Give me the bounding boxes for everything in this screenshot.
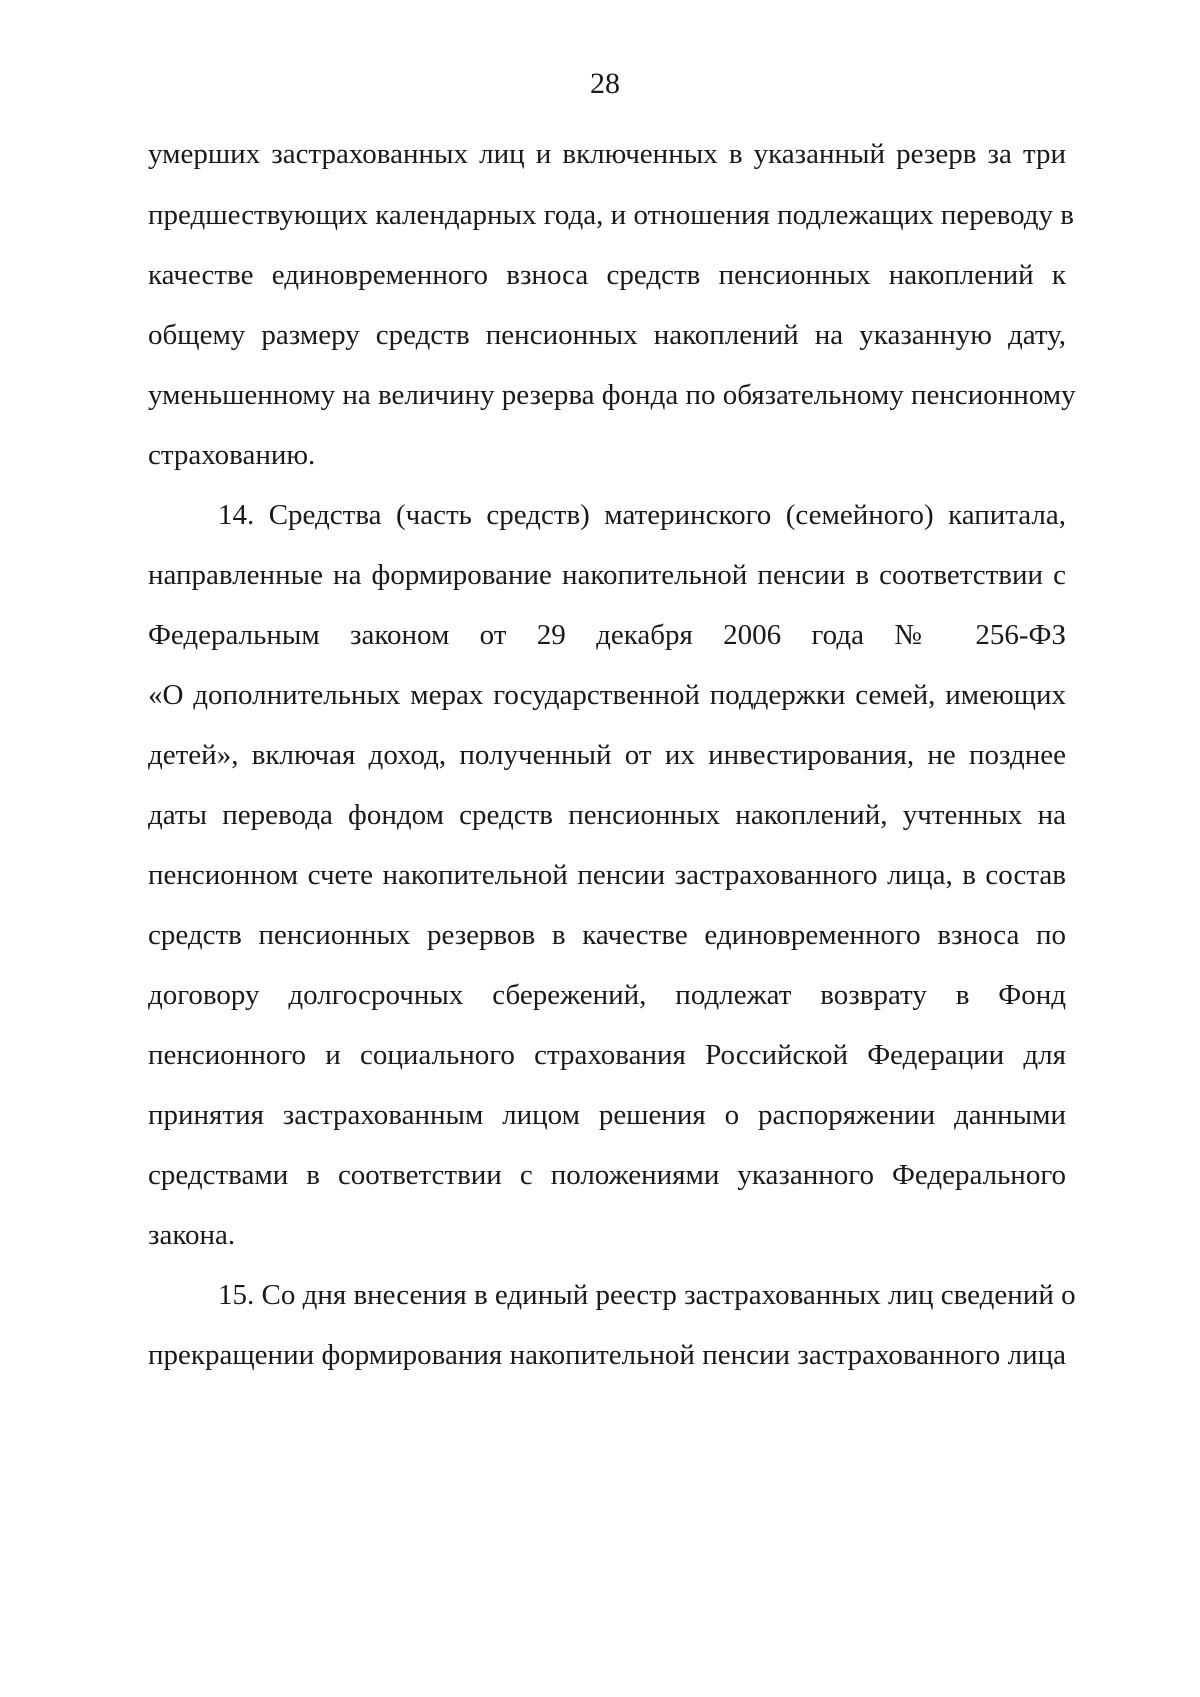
text-line: детей», включая доход, полученный от их инвестирования, не позднее (148, 739, 1066, 771)
text-line: пенсионного и социального страхования Российской Федерации для (148, 1039, 1066, 1071)
text-line: закона. (148, 1219, 236, 1251)
paragraph-15-first-line: 15. Со дня внесения в единый реестр застрахованных лиц сведений о (218, 1279, 1076, 1311)
text-line: средств пенсионных резервов в качестве единовременного взноса по (148, 919, 1066, 951)
text-line: принятия застрахованным лицом решения о распоряжении данными (148, 1099, 1066, 1131)
text-line: Федеральным законом от 29 декабря 2006 года № 256-ФЗ (148, 619, 1066, 651)
text-line: уменьшенному на величину резерва фонда по обязательному пенсионному (148, 379, 1076, 411)
page-number: 28 (590, 67, 620, 100)
text-line: прекращении формирования накопительной пенсии застрахованного лица (148, 1339, 1066, 1371)
text-line: направленные на формирование накопительной пенсии в соответствии с (148, 559, 1066, 591)
text-line: общему размеру средств пенсионных накоплений на указанную дату, (148, 319, 1066, 351)
text-line: умерших застрахованных лиц и включенных в указанный резерв за три (148, 138, 1066, 170)
text-line: средствами в соответствии с положениями указанного Федерального (148, 1159, 1066, 1191)
text-line: качестве единовременного взноса средств пенсионных накоплений к (148, 259, 1066, 291)
text-line: договору долгосрочных сбережений, подлежат возврату в Фонд (148, 979, 1066, 1011)
text-line: даты перевода фондом средств пенсионных накоплений, учтенных на (148, 799, 1066, 831)
text-line: пенсионном счете накопительной пенсии застрахованного лица, в состав (148, 859, 1066, 891)
text-line: «О дополнительных мерах государственной поддержки семей, имеющих (148, 679, 1066, 711)
text-line: предшествующих календарных года, и отношения подлежащих переводу в (148, 199, 1075, 231)
text-line: страхованию. (148, 439, 316, 471)
paragraph-14-first-line: 14. Средства (часть средств) материнского (семейного) капитала, (218, 499, 1066, 531)
